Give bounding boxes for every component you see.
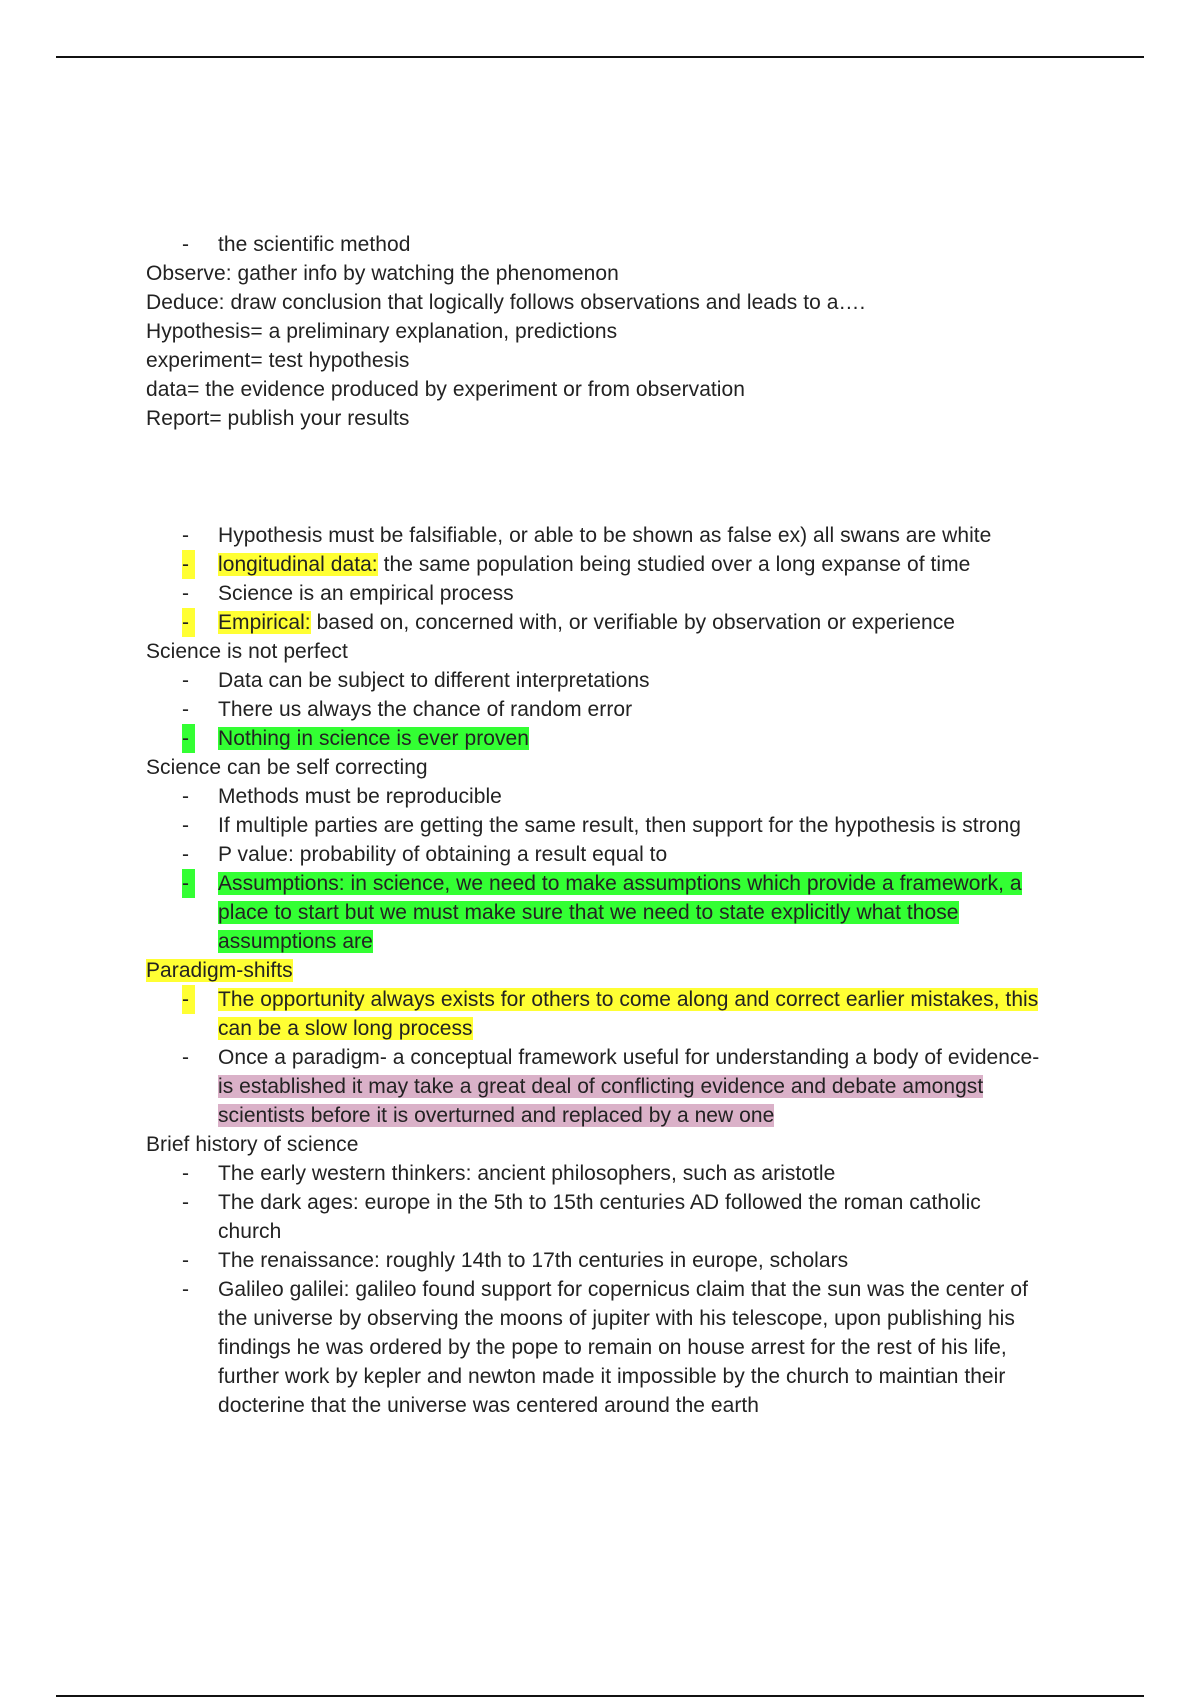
bullet-dash: - [182,669,190,692]
assumptions-line-2: place to start but we must make sure that we need to state explicitly what those [218,901,959,924]
assumptions-line-1: Assumptions: in science, we need to make assumptions which provide a framework, a [218,872,1022,895]
bullet-dash: - [182,785,190,808]
renaissance-note: The renaissance: roughly 14th to 17th centuries in europe, scholars [218,1249,849,1272]
list-item [146,230,1086,259]
opportunity-line-1: The opportunity always exists for others to come along and correct earlier mistakes, this [218,988,1039,1011]
list-item [146,840,1086,869]
list-item [146,1246,1086,1275]
bullet-dash: - [182,550,195,579]
bullet-dash: - [182,1191,190,1214]
longitudinal-definition: the same population being studied over a long expanse of time [377,553,971,576]
paradigm-line-2: is established it may take a great deal of conflicting evidence and debate amongst [218,1075,984,1098]
longitudinal-term: longitudinal data: [218,553,378,576]
page-bottom-rule [56,1695,1144,1697]
bullet-dash: - [182,233,190,256]
list-item [146,724,1086,753]
step-data: data= the evidence produced by experiment or from observation [146,378,745,401]
bullet-dash: - [182,1162,190,1185]
p-value-note: P value: probability of obtaining a result equal to [218,843,668,866]
bullet-dash: - [182,608,195,637]
bullet-dash: - [182,843,190,866]
galileo-line-1: Galileo galilei: galileo found support for copernicus claim that the sun was the center of [218,1278,1028,1301]
list-item [146,608,1086,637]
galileo-line-5: docterine that the universe was centered around the earth [218,1394,760,1417]
list-item [146,811,1086,840]
paradigm-line-1: Once a paradigm- a conceptual framework useful for understanding a body of evidence- [218,1046,1040,1069]
empirical-term: Empirical: [218,611,311,634]
bullet-dash: - [182,524,190,547]
section-heading-history: Brief history of science [146,1133,359,1156]
bullet-dash: - [182,1278,190,1301]
section-heading-not-perfect: Science is not perfect [146,640,348,663]
assumptions-line-3: assumptions are [218,930,373,953]
bullet-dash: - [182,814,190,837]
bullet-dash: - [182,724,195,753]
dark-ages-line-2: church [218,1220,282,1243]
step-deduce: Deduce: draw conclusion that logically follows observations and leads to a…. [146,291,866,314]
early-thinkers-note: The early western thinkers: ancient philosophers, such as aristotle [218,1162,836,1185]
opportunity-line-2: can be a slow long process [218,1017,473,1040]
empirical-process-note: Science is an empirical process [218,582,514,605]
step-experiment: experiment= test hypothesis [146,349,410,372]
list-item [146,666,1086,695]
bullet-dash: - [182,582,190,605]
interpretations-note: Data can be subject to different interpretations [218,669,650,692]
galileo-line-4: further work by kepler and newton made it impossible by the church to maintian their [218,1365,1006,1388]
random-error-note: There us always the chance of random error [218,698,633,721]
galileo-line-3: findings he was ordered by the pope to remain on house arrest for the rest of his life, [218,1336,1007,1359]
list-item [146,521,1086,550]
section-heading-paradigm [146,956,1086,985]
bullet-dash: - [182,869,195,898]
paradigm-line-3: scientists before it is overturned and replaced by a new one [218,1104,775,1127]
list-item [146,550,1086,579]
bullet-dash: - [182,985,195,1014]
section-heading-self-correcting: Science can be self correcting [146,756,428,779]
dark-ages-line-1: The dark ages: europe in the 5th to 15th centuries AD followed the roman catholic [218,1191,981,1214]
list-item [146,985,1086,1043]
spacer [146,433,1086,521]
list-item [146,1043,1086,1130]
multiple-parties-note: If multiple parties are getting the same result, then support for the hypothesis is strong [218,814,1021,837]
never-proven-note: Nothing in science is ever proven [218,727,529,750]
document-body [146,230,1086,1420]
empirical-definition: based on, concerned with, or verifiable by observation or experience [310,611,956,634]
falsifiable-note: Hypothesis must be falsifiable, or able to be shown as false ex) all swans are white [218,524,992,547]
bullet-dash: - [182,698,190,721]
list-item [146,782,1086,811]
list-item [146,1275,1086,1420]
bullet-dash: - [182,1249,190,1272]
list-item [146,695,1086,724]
bullet-dash: - [182,1046,190,1069]
step-hypothesis: Hypothesis= a preliminary explanation, predictions [146,320,618,343]
galileo-line-2: the universe by observing the moons of jupiter with his telescope, upon publishing his [218,1307,1015,1330]
list-item [146,1159,1086,1188]
list-item [146,1188,1086,1246]
step-observe: Observe: gather info by watching the phenomenon [146,262,619,285]
list-item [146,579,1086,608]
page-top-rule [56,56,1144,58]
method-bullet: the scientific method [218,233,411,256]
step-report: Report= publish your results [146,407,410,430]
reproducible-note: Methods must be reproducible [218,785,502,808]
paradigm-heading-text: Paradigm-shifts [146,959,293,982]
list-item [146,869,1086,956]
